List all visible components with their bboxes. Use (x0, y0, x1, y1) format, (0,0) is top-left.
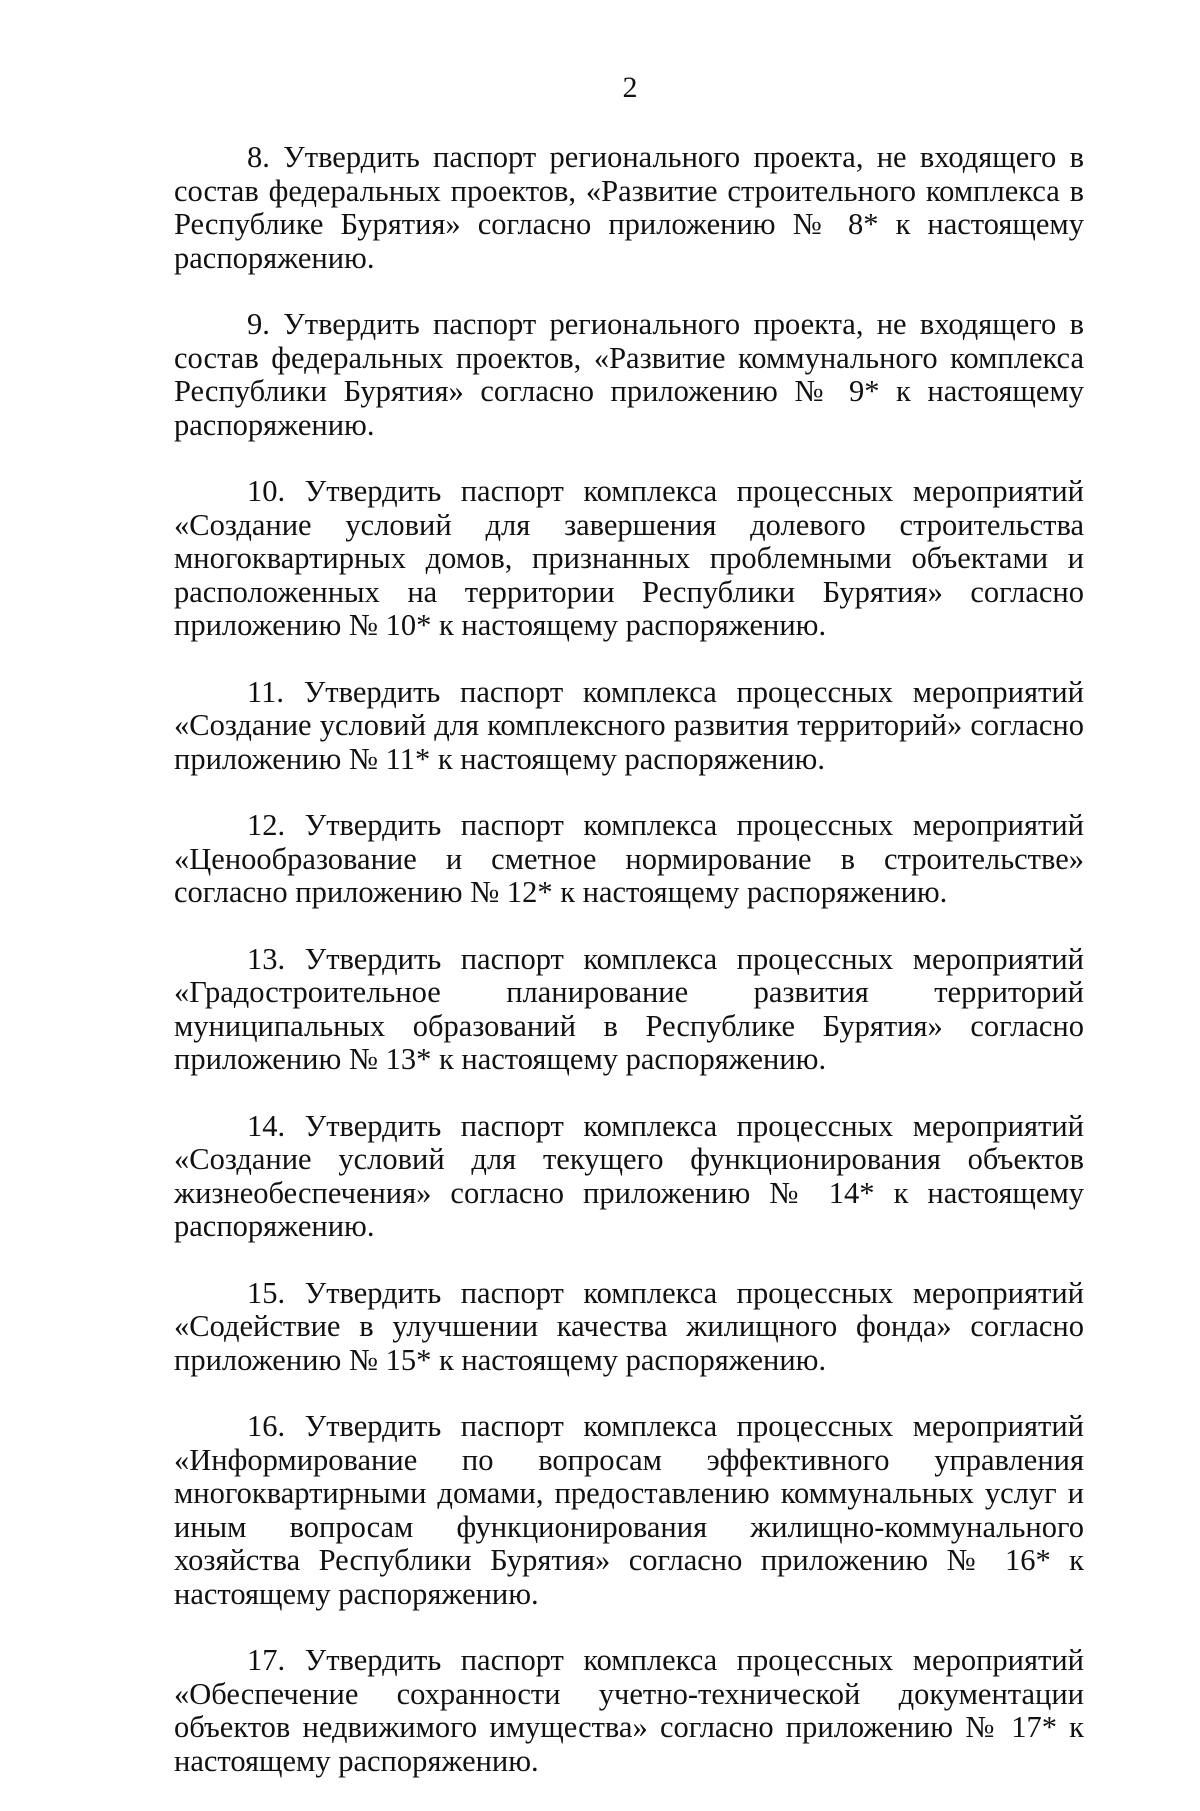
clause-12: 12. Утвердить паспорт комплекса процессных мероприятий «Ценообразование и сметное нормирование в строительстве» согласно приложению № 12* к настоящему распоряжению. (174, 808, 1084, 909)
clause-15: 15. Утвердить паспорт комплекса процессных мероприятий «Содействие в улучшении качества жилищного фонда» согласно приложению № 15* к настоящему распоряжению. (174, 1275, 1084, 1377)
clause-17: 17. Утвердить паспорт комплекса процессных мероприятий «Обеспечение сохранности учетно-технической документации объектов недвижимого имущества» согласно приложению № 17* к настоящему распоряжению. (174, 1643, 1084, 1778)
clause-9: 9. Утвердить паспорт регионального проекта, не входящего в состав федеральных проектов, «Развитие коммунального комплекса Республики Бурятия» согласно приложению № 9* к настоящему распоряжению. (174, 307, 1084, 442)
clause-11: 11. Утвердить паспорт комплекса процессных мероприятий «Создание условий для комплексного развития территорий» согласно приложению № 11* к настоящему распоряжению. (174, 674, 1084, 776)
clause-16: 16. Утвердить паспорт комплекса процессных мероприятий «Информирование по вопросам эффективного управления многоквартирными домами, предоставлению коммунальных услуг и иным вопросам функционирования жилищно-коммунального хозяйства Республики Бурятия» согласно приложению № 16* к настоящему распоряжению. (174, 1409, 1084, 1611)
clause-14: 14. Утвердить паспорт комплекса процессных мероприятий «Создание условий для текущего функционирования объектов жизнеобеспечения» согласно приложению № 14* к настоящему распоряжению. (174, 1108, 1084, 1243)
clause-13: 13. Утвердить паспорт комплекса процессных мероприятий «Градостроительное планирование развития территорий муниципальных образований в Республике Бурятия» согласно приложению № 13* к настоящему распоряжению. (174, 941, 1084, 1076)
clause-8: 8. Утвердить паспорт регионального проекта, не входящего в состав федеральных проектов, «Развитие строительного комплекса в Республике Бурятия» согласно приложению № 8* к настоящему распоряжению. (174, 140, 1084, 275)
clause-10: 10. Утвердить паспорт комплекса процессных мероприятий «Создание условий для завершения долевого строительства многоквартирных домов, признанных проблемными объектами и расположенных на территории Республики Бурятия» согласно приложению № 10* к настоящему распоряжению. (174, 474, 1084, 642)
document-body (174, 141, 1084, 1811)
page-number: 2 (622, 71, 638, 104)
